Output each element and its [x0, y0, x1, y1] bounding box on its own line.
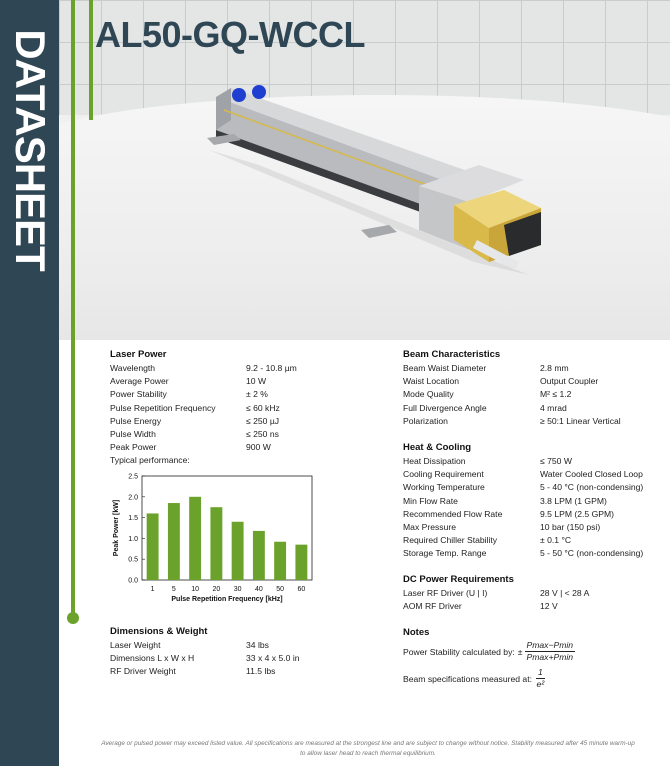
- spec-key: Wavelength: [110, 363, 156, 373]
- spec-key: Pulse Repetition Frequency: [110, 402, 216, 413]
- side-label: [0, 0, 59, 300]
- y-tick-label: 2.5: [128, 473, 138, 481]
- heat-section: [403, 442, 663, 561]
- spec-value: ≤ 60 kHz: [246, 402, 280, 413]
- y-axis-label: Peak Power [kW]: [113, 499, 120, 557]
- spec-value: Output Coupler: [540, 376, 599, 387]
- bar: [210, 507, 222, 580]
- spec-value: 3.8 LPM (1 GPM): [540, 495, 607, 506]
- spec-value: 5 - 40 °C (non-condensing): [540, 482, 644, 493]
- x-tick-label: 10: [191, 586, 200, 593]
- stability-formula: [403, 640, 663, 663]
- section-heading: Laser Power: [110, 349, 167, 360]
- bar: [274, 542, 286, 580]
- fraction-numerator: 1: [537, 667, 543, 677]
- spec-value: ± 2 %: [246, 389, 268, 400]
- beam-label: Beam specifications measured at:: [403, 673, 532, 684]
- bar: [232, 522, 244, 580]
- laser-power-section: [110, 349, 360, 467]
- x-axis-label: Pulse Repetition Frequency [kHz]: [171, 596, 283, 603]
- spec-key: AOM RF Driver: [403, 601, 462, 612]
- spec-value: 9.2 - 10.8 µm: [246, 363, 297, 373]
- section-heading: Heat & Cooling: [403, 442, 472, 453]
- x-tick-label: 20: [212, 586, 221, 593]
- spec-value: 9.5 LPM (2.5 GPM): [540, 508, 615, 519]
- x-tick-label: 40: [254, 586, 263, 593]
- beam-section: [403, 349, 663, 428]
- chart-svg: [100, 470, 315, 610]
- spec-key: Required Chiller Stability: [403, 535, 498, 546]
- spec-key: Max Pressure: [403, 522, 457, 533]
- spec-key: Polarization: [403, 415, 448, 426]
- spec-key: Power Stability: [110, 389, 167, 400]
- spec-value: ≤ 250 µJ: [246, 415, 280, 426]
- spec-key: Full Divergence Angle: [403, 402, 487, 413]
- fraction-denominator: e²: [536, 679, 545, 689]
- y-tick-label: 1.0: [128, 535, 138, 543]
- section-heading: Beam Characteristics: [403, 349, 501, 360]
- section-heading: Notes: [403, 627, 430, 638]
- fraction-numerator: Pmax−Pmin: [526, 640, 574, 650]
- spec-key: Mode Quality: [403, 389, 454, 400]
- plot-frame: [142, 476, 312, 580]
- spec-key: Storage Temp. Range: [403, 548, 487, 559]
- y-tick-label: 2.0: [128, 494, 138, 502]
- section-heading: DC Power Requirements: [403, 574, 514, 585]
- bar: [295, 545, 307, 580]
- x-tick-label: 30: [233, 586, 242, 593]
- spec-key: Pulse Energy: [110, 415, 162, 426]
- y-tick-label: 0.5: [128, 556, 138, 564]
- spec-value: ≤ 750 W: [540, 456, 572, 466]
- beam-formula: [403, 667, 663, 690]
- bar: [168, 503, 180, 580]
- x-tick-label: 60: [297, 586, 306, 593]
- spec-value: 5 - 50 °C (non-condensing): [540, 548, 644, 559]
- bar: [189, 497, 201, 580]
- spec-key: Peak Power: [110, 442, 157, 453]
- fraction-denominator: Pmax+Pmin: [526, 652, 574, 662]
- dimensions-section: [110, 626, 360, 679]
- product-title: AL50-GQ-WCCL: [95, 14, 365, 55]
- spec-key: Beam Waist Diameter: [403, 363, 487, 373]
- y-tick-label: 0.0: [128, 577, 138, 585]
- spec-value: 10 bar (150 psi): [540, 522, 601, 533]
- accent-dot: [67, 612, 79, 624]
- spec-value: 11.5 lbs: [246, 666, 276, 677]
- spec-value: 900 W: [246, 442, 271, 453]
- accent-line: [71, 0, 75, 618]
- spec-key: Recommended Flow Rate: [403, 508, 503, 519]
- x-tick-label: 50: [276, 586, 285, 593]
- spec-key: Heat Dissipation: [403, 456, 466, 466]
- spec-value: 10 W: [246, 376, 267, 387]
- accent-line: [89, 0, 93, 120]
- spec-value: ≥ 50:1 Linear Vertical: [540, 415, 621, 426]
- spec-key: Waist Location: [403, 376, 460, 387]
- spec-key: Pulse Width: [110, 429, 156, 440]
- peak-power-chart: [100, 470, 315, 610]
- spec-value: 28 V | < 28 A: [540, 588, 590, 598]
- spec-key: Min Flow Rate: [403, 495, 458, 506]
- footer-disclaimer: Average or pulsed power may exceed listed value. All specifications are measured at the strongest line and are subject to change without notice. Stability measured after 45 minute warm-up to allow laser head to reach thermal equilibrium.: [101, 740, 635, 757]
- spec-key: Working Temperature: [403, 482, 485, 493]
- y-tick-label: 1.5: [128, 515, 138, 523]
- spec-value: 34 lbs: [246, 640, 269, 650]
- stability-label: Power Stability calculated by:: [403, 646, 515, 657]
- spec-value: 2.8 mm: [540, 363, 569, 373]
- stability-fraction: [525, 640, 576, 663]
- x-tick-label: 1: [150, 586, 155, 593]
- beam-fraction: [536, 667, 545, 690]
- spec-value: 4 mrad: [540, 402, 567, 413]
- spec-value: ≤ 250 ns: [246, 429, 279, 440]
- notes-section: [403, 627, 663, 690]
- plus-minus: ±: [517, 646, 523, 657]
- spec-key: RF Driver Weight: [110, 666, 176, 677]
- dc-power-section: [403, 574, 663, 613]
- x-tick-label: 5: [171, 586, 176, 593]
- spec-key: Average Power: [110, 376, 169, 387]
- spec-key: Cooling Requirement: [403, 469, 484, 480]
- spec-key: Laser Weight: [110, 640, 161, 650]
- spec-key: Dimensions L x W x H: [110, 653, 195, 664]
- spec-value: 33 x 4 x 5.0 in: [246, 653, 300, 664]
- spec-key: Laser RF Driver (U | I): [403, 588, 488, 598]
- datasheet-label: DATASHEET: [7, 29, 54, 271]
- bar: [147, 513, 159, 580]
- spec-value: 12 V: [540, 601, 558, 612]
- bar: [253, 531, 265, 580]
- spec-value: ± 0.1 °C: [540, 535, 572, 546]
- spec-value: Water Cooled Closed Loop: [540, 469, 643, 480]
- typical-performance-label: Typical performance:: [110, 455, 190, 466]
- spec-value: M² ≤ 1.2: [540, 389, 572, 400]
- section-heading: Dimensions & Weight: [110, 626, 208, 637]
